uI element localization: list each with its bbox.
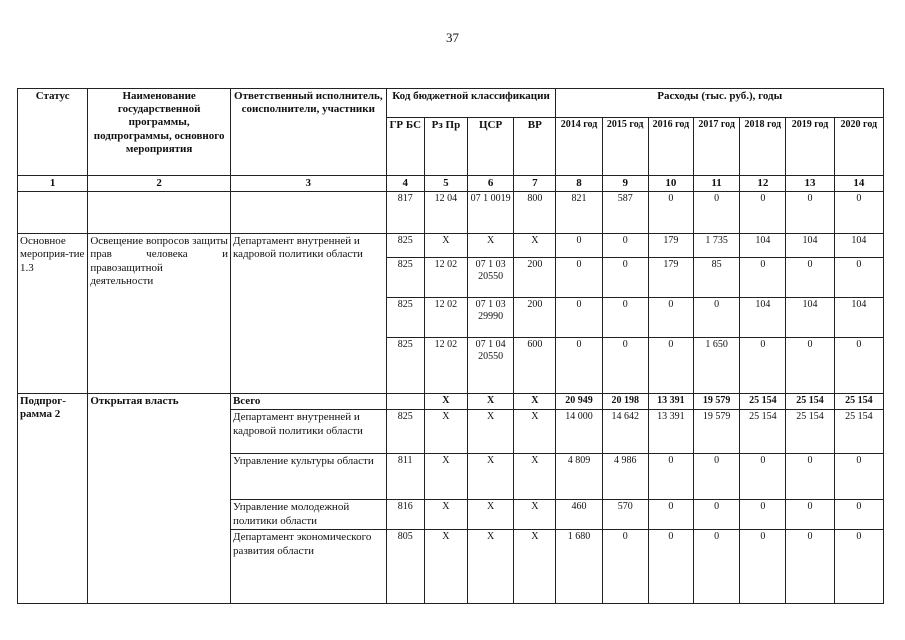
col-number: 6 bbox=[468, 176, 514, 192]
cell-grbs: 825 bbox=[386, 234, 424, 258]
cell-value: 0 bbox=[556, 338, 602, 394]
table-row bbox=[18, 192, 884, 234]
cell-value: 0 bbox=[694, 500, 740, 530]
cell-value: 0 bbox=[648, 298, 693, 338]
cell-value: 25 154 bbox=[834, 410, 883, 454]
cell-rzpr: Х bbox=[424, 454, 467, 500]
cell-value: 0 bbox=[694, 530, 740, 604]
cell-rzpr: 12 02 bbox=[424, 298, 467, 338]
cell-csr: 07 1 04 20550 bbox=[468, 338, 514, 394]
cell-rzpr: 12 04 bbox=[424, 192, 467, 234]
cell-csr: Х bbox=[468, 410, 514, 454]
executor-cell: Управление культуры области bbox=[230, 454, 386, 500]
executor-cell: Департамент внутренней и кадровой политики области bbox=[230, 410, 386, 454]
cell-value: 0 bbox=[834, 500, 883, 530]
header-csr: ЦСР bbox=[468, 118, 514, 176]
cell-value: 25 154 bbox=[786, 410, 834, 454]
cell-value: 0 bbox=[694, 454, 740, 500]
header-year: 2018 год bbox=[740, 118, 786, 176]
cell-value: 570 bbox=[602, 500, 648, 530]
col-number: 2 bbox=[88, 176, 231, 192]
header-year: 2019 год bbox=[786, 118, 834, 176]
cell-grbs: 825 bbox=[386, 298, 424, 338]
header-status: Статус bbox=[18, 89, 88, 176]
header-grbs: ГР БС bbox=[386, 118, 424, 176]
cell-value: 0 bbox=[648, 500, 693, 530]
cell-value: 0 bbox=[556, 258, 602, 298]
cell-csr: Х bbox=[468, 500, 514, 530]
col-number: 4 bbox=[386, 176, 424, 192]
cell-value: 821 bbox=[556, 192, 602, 234]
col-number: 12 bbox=[740, 176, 786, 192]
cell-value: 104 bbox=[834, 298, 883, 338]
cell-value: 19 579 bbox=[694, 394, 740, 410]
cell-csr: 07 1 0019 bbox=[468, 192, 514, 234]
cell-grbs: 825 bbox=[386, 258, 424, 298]
cell-value: 25 154 bbox=[740, 394, 786, 410]
col-number: 9 bbox=[602, 176, 648, 192]
header-program-name: Наименование государственной программы, подпрограммы, основного мероприятия bbox=[88, 89, 231, 176]
cell-value: 0 bbox=[834, 258, 883, 298]
cell-csr: Х bbox=[468, 530, 514, 604]
col-number: 11 bbox=[694, 176, 740, 192]
cell-vr: 800 bbox=[514, 192, 556, 234]
cell-grbs: 805 bbox=[386, 530, 424, 604]
cell-value: 0 bbox=[648, 530, 693, 604]
cell-rzpr: Х bbox=[424, 410, 467, 454]
cell-value: 14 000 bbox=[556, 410, 602, 454]
cell-value: 179 bbox=[648, 234, 693, 258]
header-year: 2020 год bbox=[834, 118, 883, 176]
cell-value: 0 bbox=[602, 234, 648, 258]
cell-value: 20 198 bbox=[602, 394, 648, 410]
program-name-cell: Освещение вопросов защиты прав человека и правозащитной деятельности bbox=[88, 234, 231, 394]
cell-value: 1 680 bbox=[556, 530, 602, 604]
cell-value: 460 bbox=[556, 500, 602, 530]
cell-csr: Х bbox=[468, 234, 514, 258]
cell-value: 104 bbox=[786, 298, 834, 338]
cell-value: 0 bbox=[786, 338, 834, 394]
cell-value: 0 bbox=[694, 298, 740, 338]
executor-cell: Всего bbox=[230, 394, 386, 410]
cell-grbs: 817 bbox=[386, 192, 424, 234]
cell-grbs: 825 bbox=[386, 338, 424, 394]
cell-rzpr: Х bbox=[424, 500, 467, 530]
cell-vr: Х bbox=[514, 454, 556, 500]
cell-rzpr: 12 02 bbox=[424, 338, 467, 394]
header-rzpr: Рз Пр bbox=[424, 118, 467, 176]
table-row bbox=[18, 234, 884, 258]
executor-cell: Департамент экономического развития области bbox=[230, 530, 386, 604]
cell-value: 0 bbox=[556, 234, 602, 258]
cell-value: 104 bbox=[740, 234, 786, 258]
status-cell: Подпрог-рамма 2 bbox=[18, 394, 88, 604]
cell-value: 0 bbox=[602, 530, 648, 604]
cell-grbs bbox=[386, 394, 424, 410]
header-budget-code: Код бюджетной классификации bbox=[386, 89, 556, 118]
executor-cell: Департамент внутренней и кадровой политики области bbox=[230, 234, 386, 394]
program-name-cell: Открытая власть bbox=[88, 394, 231, 604]
column-numbers-row bbox=[18, 176, 884, 192]
executor-cell: Управление молодежной политики области bbox=[230, 500, 386, 530]
status-cell: Основное мероприя-тие 1.3 bbox=[18, 234, 88, 394]
cell-value: 0 bbox=[648, 338, 693, 394]
cell-value: 0 bbox=[786, 500, 834, 530]
cell-value: 179 bbox=[648, 258, 693, 298]
cell-value: 14 642 bbox=[602, 410, 648, 454]
cell-value: 25 154 bbox=[786, 394, 834, 410]
cell-value: 25 154 bbox=[740, 410, 786, 454]
cell-value: 13 391 bbox=[648, 410, 693, 454]
cell-rzpr: 12 02 bbox=[424, 258, 467, 298]
cell-value: 4 986 bbox=[602, 454, 648, 500]
cell-value: 13 391 bbox=[648, 394, 693, 410]
cell-value: 104 bbox=[786, 234, 834, 258]
cell-value: 0 bbox=[740, 338, 786, 394]
cell-value: 587 bbox=[602, 192, 648, 234]
header-year: 2016 год bbox=[648, 118, 693, 176]
cell-value: 0 bbox=[786, 454, 834, 500]
page-number: 37 bbox=[446, 30, 459, 45]
cell-csr: Х bbox=[468, 454, 514, 500]
header-executor: Ответственный исполнитель, соисполнители, участники bbox=[230, 89, 386, 176]
budget-table bbox=[17, 88, 884, 604]
cell-value: 0 bbox=[602, 258, 648, 298]
cell-value: 0 bbox=[740, 454, 786, 500]
cell-vr: 600 bbox=[514, 338, 556, 394]
cell-rzpr: Х bbox=[424, 234, 467, 258]
cell-value: 19 579 bbox=[694, 410, 740, 454]
cell-value: 1 650 bbox=[694, 338, 740, 394]
header-year: 2017 год bbox=[694, 118, 740, 176]
cell-value: 0 bbox=[786, 258, 834, 298]
cell-grbs: 811 bbox=[386, 454, 424, 500]
cell-vr: Х bbox=[514, 234, 556, 258]
cell-value: 0 bbox=[556, 298, 602, 338]
cell-rzpr: Х bbox=[424, 394, 467, 410]
cell-value: 85 bbox=[694, 258, 740, 298]
cell-value: 4 809 bbox=[556, 454, 602, 500]
cell-value: 20 949 bbox=[556, 394, 602, 410]
col-number: 5 bbox=[424, 176, 467, 192]
cell-csr: 07 1 03 29990 bbox=[468, 298, 514, 338]
col-number: 7 bbox=[514, 176, 556, 192]
cell-value: 0 bbox=[834, 192, 883, 234]
cell-value: 25 154 bbox=[834, 394, 883, 410]
cell-value: 0 bbox=[694, 192, 740, 234]
cell-value: 0 bbox=[786, 530, 834, 604]
cell-value: 104 bbox=[740, 298, 786, 338]
cell-vr: Х bbox=[514, 500, 556, 530]
cell-value: 0 bbox=[602, 338, 648, 394]
col-number: 14 bbox=[834, 176, 883, 192]
cell-value: 0 bbox=[740, 258, 786, 298]
col-number: 13 bbox=[786, 176, 834, 192]
cell-vr: Х bbox=[514, 394, 556, 410]
header-year: 2014 год bbox=[556, 118, 602, 176]
cell-vr: Х bbox=[514, 410, 556, 454]
cell-value: 1 735 bbox=[694, 234, 740, 258]
cell-vr: 200 bbox=[514, 258, 556, 298]
cell-rzpr: Х bbox=[424, 530, 467, 604]
cell-vr: 200 bbox=[514, 298, 556, 338]
cell-value: 0 bbox=[834, 338, 883, 394]
cell-value: 0 bbox=[602, 298, 648, 338]
cell-value: 0 bbox=[786, 192, 834, 234]
table-row bbox=[18, 394, 884, 410]
col-number: 1 bbox=[18, 176, 88, 192]
cell-value: 0 bbox=[740, 192, 786, 234]
header-year: 2015 год bbox=[602, 118, 648, 176]
col-number: 8 bbox=[556, 176, 602, 192]
cell-vr: Х bbox=[514, 530, 556, 604]
cell-value: 104 bbox=[834, 234, 883, 258]
cell-value: 0 bbox=[740, 500, 786, 530]
cell-value: 0 bbox=[834, 454, 883, 500]
cell-grbs: 816 bbox=[386, 500, 424, 530]
header-vr: ВР bbox=[514, 118, 556, 176]
col-number: 10 bbox=[648, 176, 693, 192]
cell-grbs: 825 bbox=[386, 410, 424, 454]
cell-csr: 07 1 03 20550 bbox=[468, 258, 514, 298]
col-number: 3 bbox=[230, 176, 386, 192]
header-expenses: Расходы (тыс. руб.), годы bbox=[556, 89, 884, 118]
cell-value: 0 bbox=[834, 530, 883, 604]
cell-value: 0 bbox=[740, 530, 786, 604]
cell-csr: Х bbox=[468, 394, 514, 410]
cell-value: 0 bbox=[648, 454, 693, 500]
cell-value: 0 bbox=[648, 192, 693, 234]
header-row-1 bbox=[18, 89, 884, 118]
